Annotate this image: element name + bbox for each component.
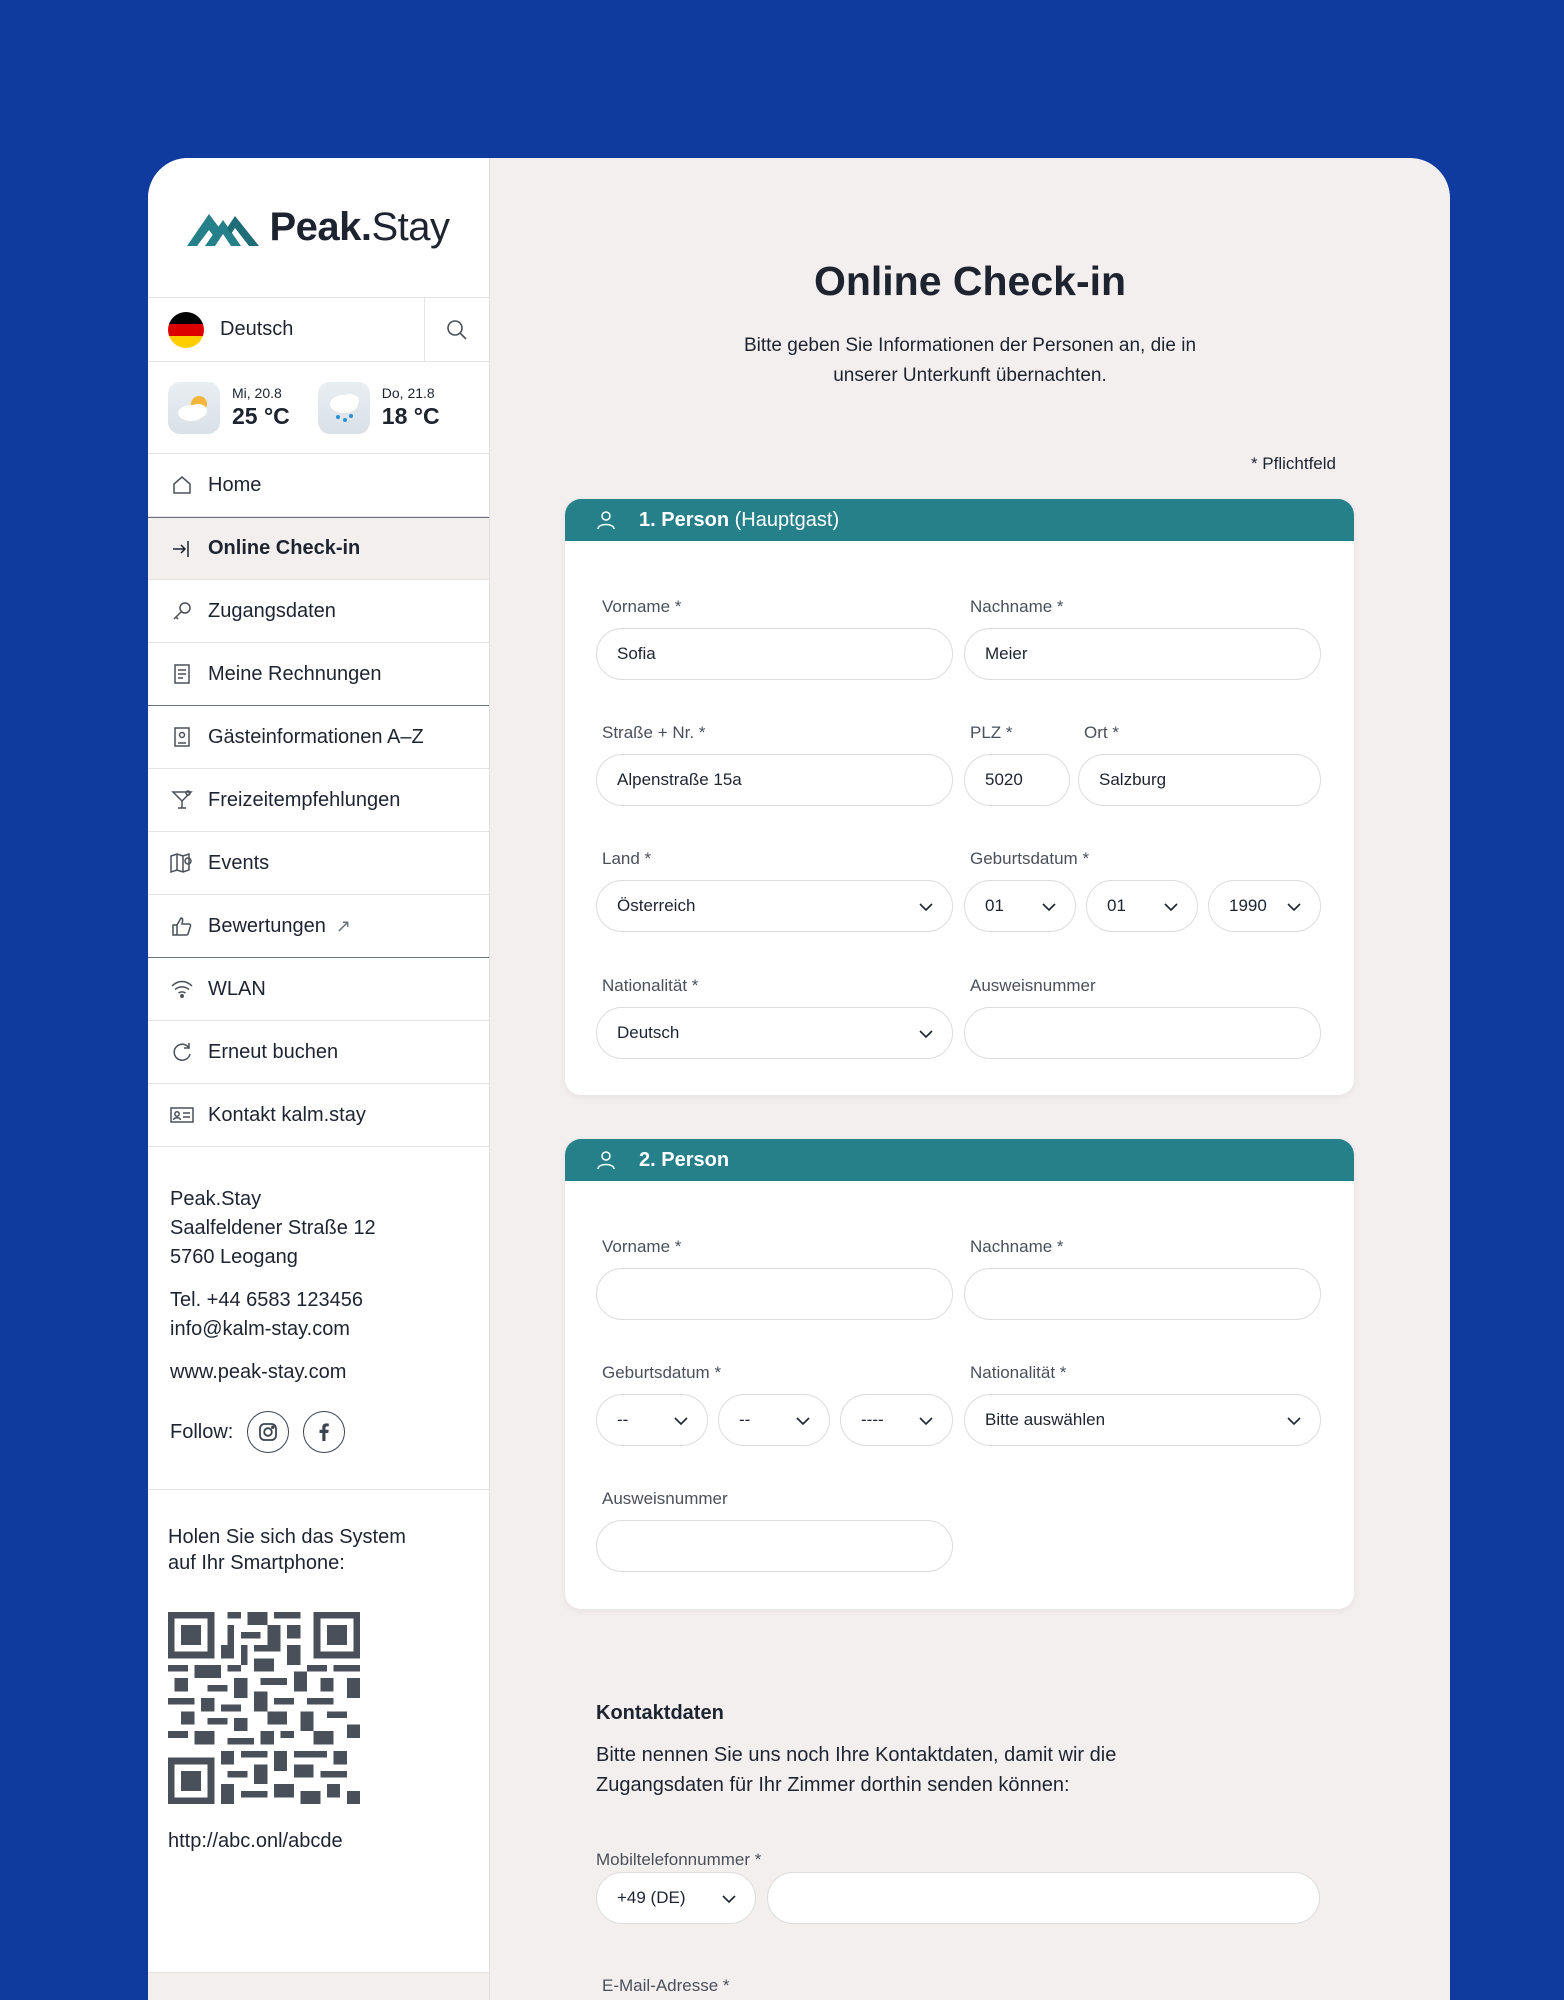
person-2-card xyxy=(565,1139,1354,1609)
required-note: * Pflichtfeld xyxy=(1250,454,1336,473)
nav-item-zugangsdaten[interactable] xyxy=(148,580,489,643)
street-input[interactable]: Alpenstraße 15a xyxy=(596,754,953,806)
nav-label: Gästeinformationen A–Z xyxy=(208,725,424,748)
birth-day-select[interactable] xyxy=(964,880,1076,932)
phone-link[interactable]: Tel. +44 6583 123456 xyxy=(170,1289,363,1311)
country-value: Österreich xyxy=(617,896,696,915)
user-icon xyxy=(595,509,617,531)
wifi-icon xyxy=(170,977,194,1001)
facebook-icon[interactable] xyxy=(303,1411,345,1453)
birth-year-select[interactable] xyxy=(1208,880,1321,932)
chevron-down-icon xyxy=(918,899,934,915)
firstname-input[interactable] xyxy=(596,1268,953,1320)
nationality-select[interactable] xyxy=(596,1007,953,1059)
weather-temp: 18 °C xyxy=(381,403,440,429)
birth-day-select[interactable] xyxy=(596,1394,708,1446)
firstname-input[interactable]: Sofia xyxy=(596,628,953,680)
id-number-label: Ausweisnummer xyxy=(970,976,1096,995)
nav-label: Bewertungen xyxy=(208,914,326,937)
id-number-label: Ausweisnummer xyxy=(602,1489,728,1508)
birth-year-select[interactable] xyxy=(840,1394,953,1446)
person-1-title: 1. Person xyxy=(639,508,730,531)
app-link[interactable]: http://abc.onl/abcde xyxy=(168,1830,343,1852)
nav-label: Freizeitempfehlungen xyxy=(208,788,401,811)
nav-item-kontakt[interactable] xyxy=(148,1084,489,1147)
german-flag-icon xyxy=(168,312,204,348)
nav-item-home[interactable] xyxy=(148,454,489,517)
instagram-icon[interactable] xyxy=(247,1411,289,1453)
chevron-down-icon xyxy=(721,1891,737,1907)
birthdate-label: Geburtsdatum * xyxy=(602,1363,722,1382)
search-button[interactable] xyxy=(425,298,489,361)
email-link[interactable]: info@kalm-stay.com xyxy=(170,1318,350,1340)
nav-item-bewertungen[interactable] xyxy=(148,895,489,958)
lastname-label: Nachname * xyxy=(970,1237,1064,1256)
weather-widget xyxy=(148,362,489,454)
rain-cloud-icon xyxy=(318,382,370,434)
mobile-input[interactable] xyxy=(767,1872,1320,1924)
chevron-down-icon xyxy=(1041,899,1057,915)
city-label: Ort * xyxy=(1084,723,1119,742)
lastname-label: Nachname * xyxy=(970,597,1064,616)
chevron-down-icon xyxy=(918,1026,934,1042)
nav-item-events[interactable] xyxy=(148,832,489,895)
address-block xyxy=(148,1147,489,1387)
sun-cloud-icon xyxy=(168,382,220,434)
home-icon xyxy=(170,473,194,497)
nav-label: Zugangsdaten xyxy=(208,599,336,622)
contact-description: Bitte nennen Sie uns noch Ihre Kontaktdaten, damit wir die Zugangsdaten für Ihr Zimmer dorthin senden können: xyxy=(596,1744,1117,1796)
chevron-down-icon xyxy=(918,1413,934,1429)
receipt-icon xyxy=(170,662,194,686)
brand[interactable] xyxy=(148,158,489,298)
app-window xyxy=(148,158,1450,2000)
nationality-value: Bitte auswählen xyxy=(985,1410,1106,1429)
page-title: Online Check-in xyxy=(813,258,1127,304)
zip-label: PLZ * xyxy=(970,723,1013,742)
firstname-label: Vorname * xyxy=(602,597,682,616)
app-hint xyxy=(148,1490,489,1576)
main-navigation xyxy=(148,454,489,1147)
street-label: Straße + Nr. * xyxy=(602,723,706,742)
birth-month-select[interactable] xyxy=(1086,880,1198,932)
qr-code[interactable] xyxy=(168,1612,360,1804)
id-number-input[interactable] xyxy=(964,1007,1321,1059)
person-2-header xyxy=(565,1139,1354,1181)
chevron-down-icon xyxy=(795,1413,811,1429)
person-1-subtitle: (Hauptgast) xyxy=(734,508,840,531)
birth-month-value: -- xyxy=(739,1410,751,1429)
mobile-label: Mobiltelefonnummer * xyxy=(596,1850,762,1869)
person-1-card xyxy=(565,499,1354,1095)
nationality-label: Nationalität * xyxy=(970,1363,1067,1382)
chevron-down-icon xyxy=(673,1413,689,1429)
nav-item-erneut-buchen[interactable] xyxy=(148,1021,489,1084)
contact-card-icon xyxy=(170,1103,194,1127)
address-line: Peak.Stay xyxy=(170,1188,262,1210)
id-number-input[interactable] xyxy=(596,1520,953,1572)
nav-label: Home xyxy=(208,473,262,496)
person-1-header xyxy=(565,499,1354,541)
external-link-icon: ↗ xyxy=(335,915,351,936)
phone-prefix-select[interactable] xyxy=(596,1872,756,1924)
nav-item-rechnungen[interactable] xyxy=(148,643,489,706)
nationality-select[interactable] xyxy=(964,1394,1321,1446)
birth-month-value: 01 xyxy=(1107,896,1126,915)
nav-label: Meine Rechnungen xyxy=(208,662,382,685)
search-icon xyxy=(445,318,469,342)
map-pin-icon xyxy=(170,851,194,875)
birth-day-value: -- xyxy=(617,1410,629,1429)
book-icon xyxy=(170,725,194,749)
language-row xyxy=(148,298,489,362)
lastname-input[interactable]: Meier xyxy=(964,628,1321,680)
phone-prefix-value: +49 (DE) xyxy=(617,1888,686,1907)
sidebar-footer xyxy=(148,1972,489,2000)
lastname-input[interactable] xyxy=(964,1268,1321,1320)
weather-date: Do, 21.8 xyxy=(381,385,435,401)
person-2-title: 2. Person xyxy=(639,1148,730,1171)
language-selector[interactable] xyxy=(148,298,425,361)
follow-row xyxy=(148,1401,489,1453)
page-subtitle: Bitte geben Sie Informationen der Personen an, die in unserer Unterkunft übernachten. xyxy=(743,335,1197,386)
nav-label: Erneut buchen xyxy=(208,1040,339,1063)
birth-month-select[interactable] xyxy=(718,1394,830,1446)
birth-year-value: ---- xyxy=(861,1410,884,1429)
zip-input[interactable]: 5020 xyxy=(964,754,1070,806)
nav-label: WLAN xyxy=(208,977,266,1000)
nav-item-online-checkin[interactable] xyxy=(148,517,489,580)
nationality-value: Deutsch xyxy=(617,1023,680,1042)
address-line: 5760 Leogang xyxy=(170,1246,298,1268)
address-line: Saalfeldener Straße 12 xyxy=(170,1217,376,1239)
refresh-icon xyxy=(170,1040,194,1064)
country-label: Land * xyxy=(602,849,652,868)
nav-label: Kontakt kalm.stay xyxy=(208,1103,366,1126)
language-label: Deutsch xyxy=(220,318,294,340)
chevron-down-icon xyxy=(1163,899,1179,915)
key-icon xyxy=(170,599,194,623)
chevron-down-icon xyxy=(1286,1413,1302,1429)
chevron-down-icon xyxy=(1286,899,1302,915)
weather-day-2 xyxy=(318,382,440,434)
nav-item-wlan[interactable] xyxy=(148,958,489,1021)
city-input[interactable]: Salzburg xyxy=(1078,754,1321,806)
main-content xyxy=(490,158,1450,2000)
brand-name: Peak.Stay xyxy=(269,205,450,249)
user-icon xyxy=(595,1149,617,1171)
contact-heading: Kontaktdaten xyxy=(596,1702,724,1724)
website-link[interactable]: www.peak-stay.com xyxy=(170,1361,347,1383)
thumbs-up-icon xyxy=(170,914,194,938)
cocktail-icon xyxy=(170,788,194,812)
email-label: E-Mail-Adresse * xyxy=(602,1976,730,1995)
nav-label: Events xyxy=(208,851,270,874)
login-arrow-icon xyxy=(170,537,194,561)
mountain-logo-icon xyxy=(187,210,259,246)
weather-temp: 25 °C xyxy=(232,403,290,429)
firstname-label: Vorname * xyxy=(602,1237,682,1256)
birthdate-label: Geburtsdatum * xyxy=(970,849,1090,868)
app-hint-line: Holen Sie sich das System xyxy=(168,1526,406,1548)
follow-label: Follow: xyxy=(170,1420,234,1443)
birth-year-value: 1990 xyxy=(1229,896,1267,915)
sidebar xyxy=(148,158,490,2000)
nav-item-freizeit[interactable] xyxy=(148,769,489,832)
nav-label: Online Check-in xyxy=(208,537,361,559)
birth-day-value: 01 xyxy=(985,896,1004,915)
weather-day-1 xyxy=(168,382,290,434)
nationality-label: Nationalität * xyxy=(602,976,699,995)
nav-item-gaesteinformationen[interactable] xyxy=(148,706,489,769)
country-select[interactable] xyxy=(596,880,953,932)
app-hint-line: auf Ihr Smartphone: xyxy=(168,1552,345,1574)
weather-date: Mi, 20.8 xyxy=(232,385,282,401)
